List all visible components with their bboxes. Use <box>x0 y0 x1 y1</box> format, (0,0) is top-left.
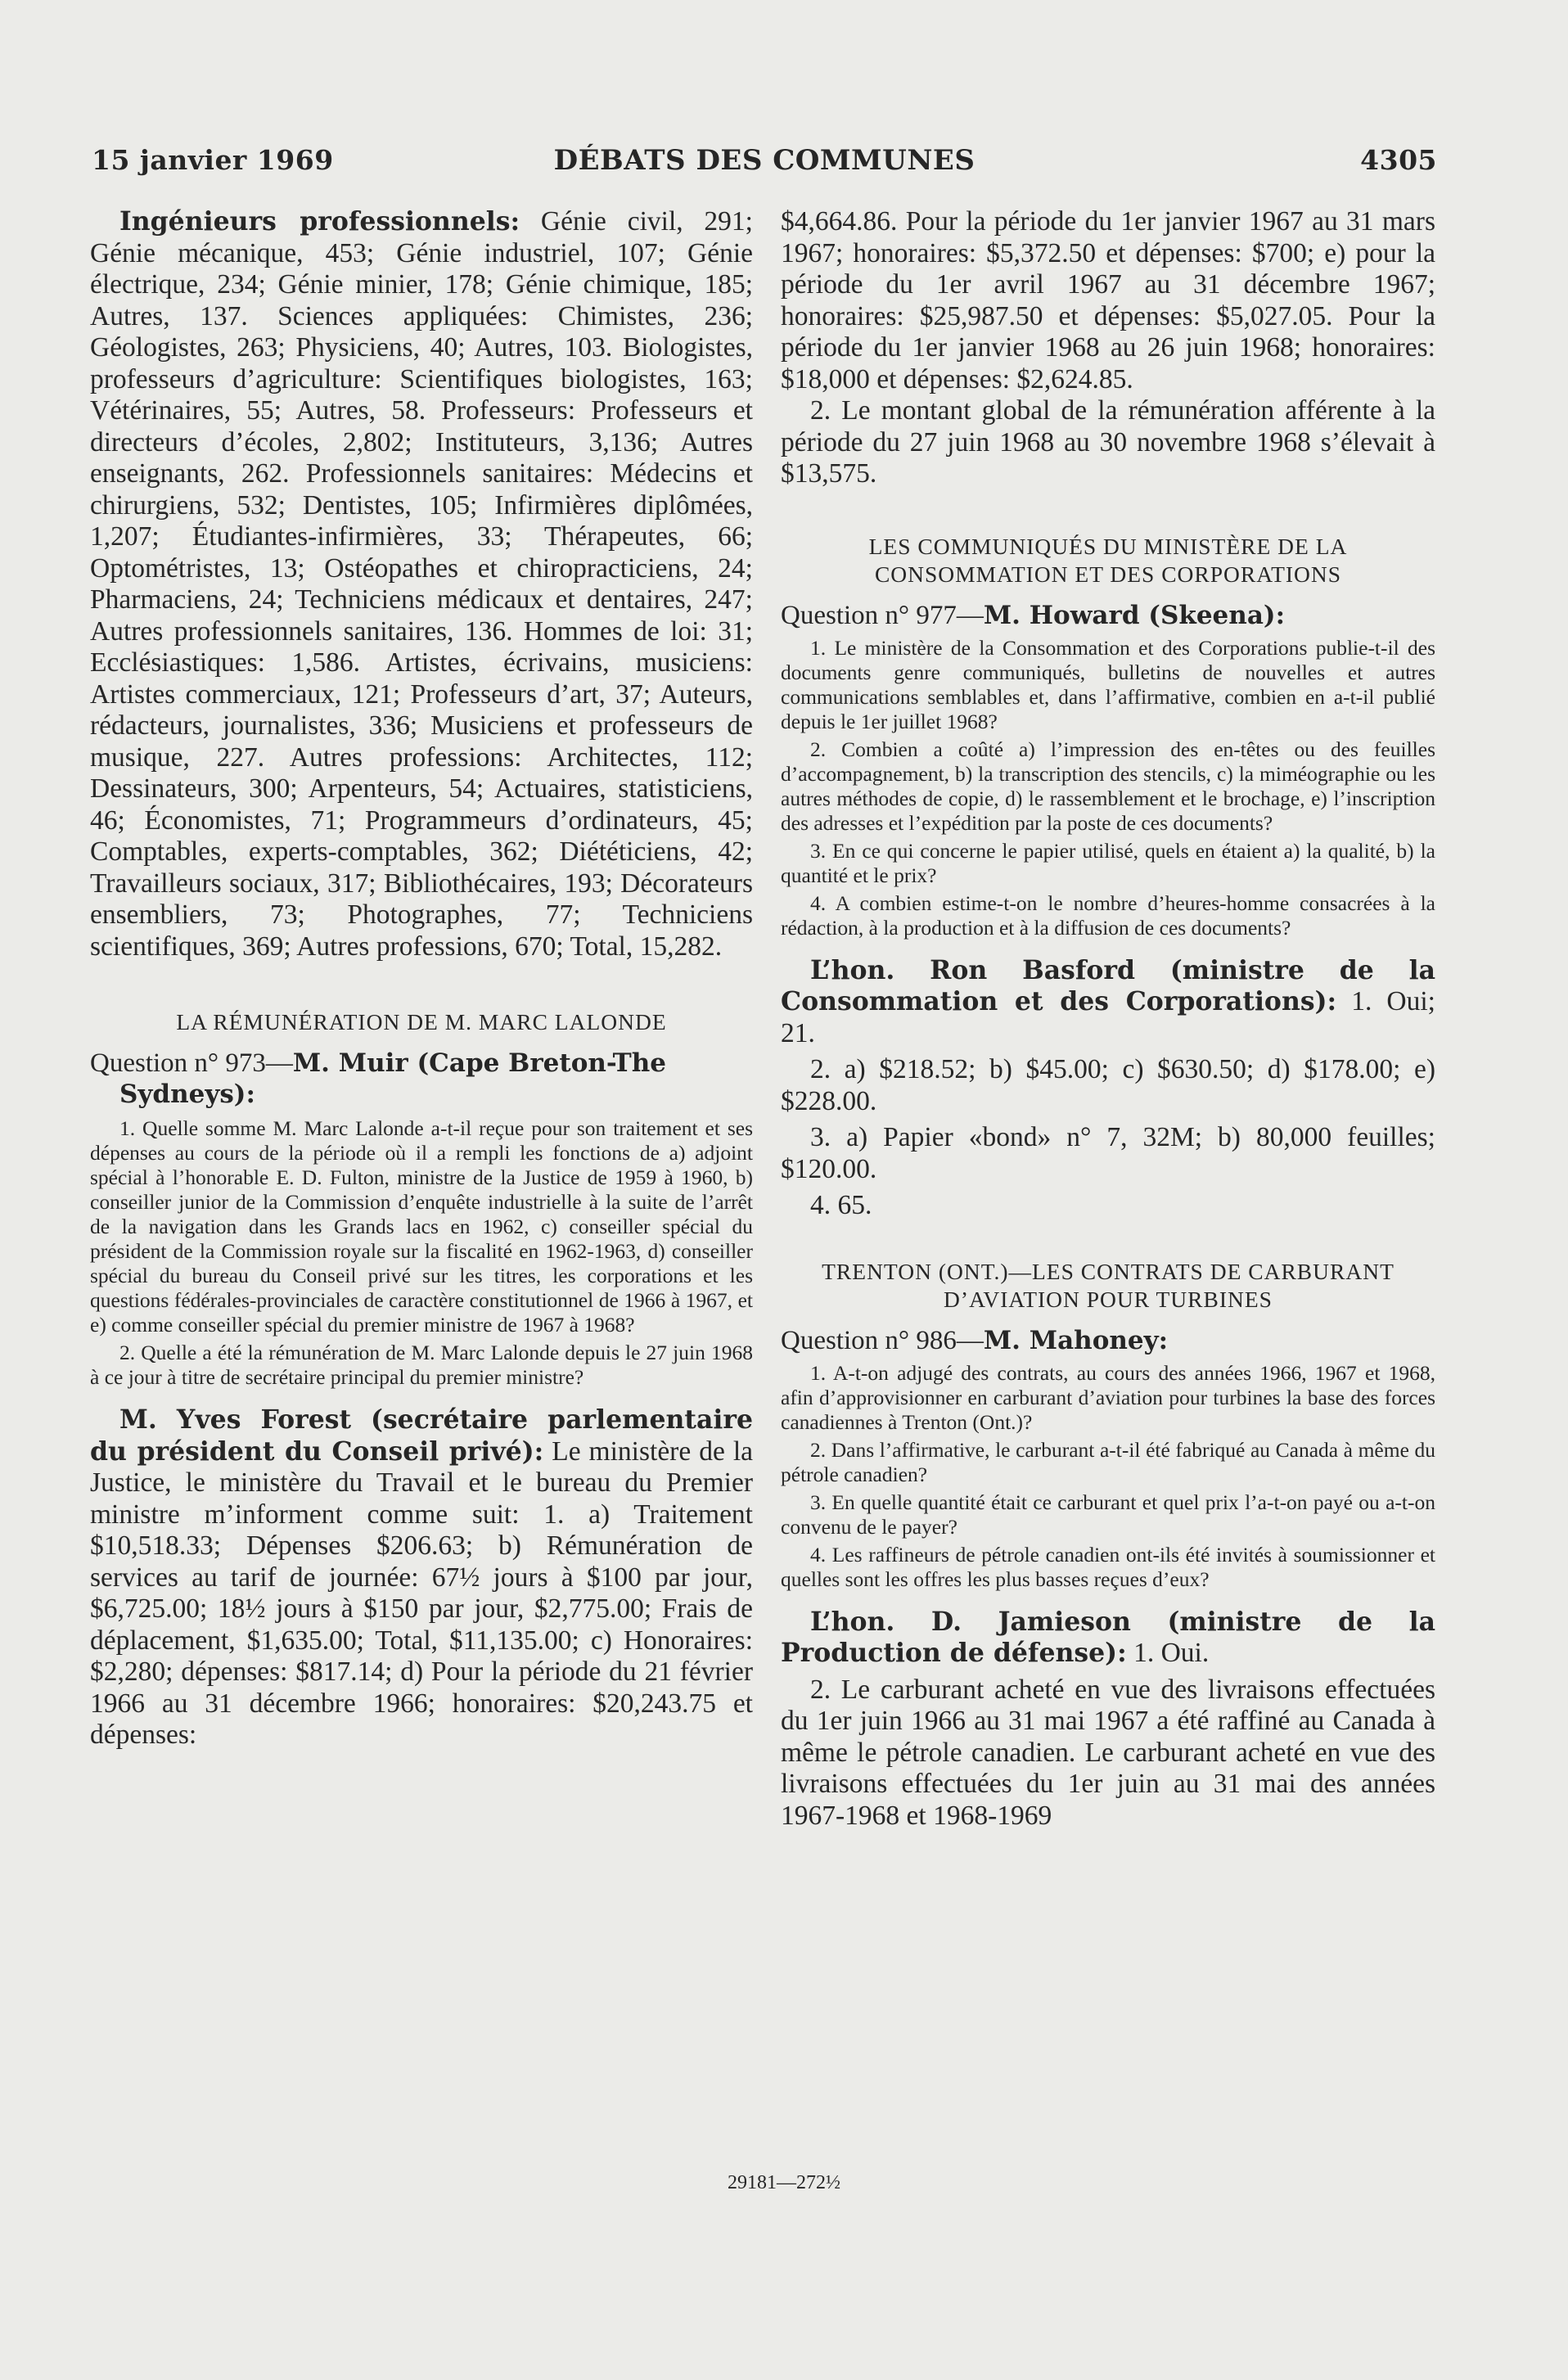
professions-paragraph <box>90 206 753 962</box>
section-heading-lalonde: LA RÉMUNÉRATION DE M. MARC LALONDE <box>176 1009 667 1034</box>
question-973 <box>90 1048 753 1110</box>
question-986-item-3: 3. En quelle quantité était ce carburant et quel prix l’a-t-on payé ou a-t-on convenu de le payer? <box>781 1490 1435 1539</box>
right-column <box>781 206 1435 1832</box>
answer-basford-item-3: 3. a) Papier «bond» n° 7, 32M; b) 80,000 feuilles; $120.00. <box>781 1122 1435 1184</box>
footer-code: 29181—272½ <box>728 2172 840 2193</box>
header-page-number: 4305 <box>1360 144 1437 176</box>
question-973-item-1: 1. Quelle somme M. Marc Lalonde a-t-il reçue pour son traitement et ses dépenses au cours de la période où il a rempli les fonctions de a) adjoint spécial à l’honorable E. D. Fulton, ministre de la Justice de 1959 à 1960, b) conseiller junior de la Commission d’enquête industrielle à la suite de l’arrêt de la navigation dans les Grands lacs en 1962, c) conseiller spécial du président de la Commission royale sur la fiscalité en 1962-1963, d) conseiller spécial du bureau du Conseil privé sur les titres, les corporations et les questions fédérales-provinciales de caractère constitutionnel de 1966 à 1967, et e) comme conseiller spécial du premier ministre de 1967 à 1968? <box>90 1116 753 1336</box>
answer-jamieson-text: 1. Oui. <box>1126 1638 1210 1668</box>
section-heading-trenton: TRENTON (ONT.)—LES CONTRATS DE CARBURANT D’AVIATION POUR TURBINES <box>822 1258 1395 1312</box>
answer-basford <box>781 955 1435 1050</box>
answer-basford-item-4: 4. 65. <box>810 1190 872 1220</box>
answer-forest-continued: $4,664.86. Pour la période du 1er janvier 1967 au 31 mars 1967; honoraires: $5,372.50 et dépenses: $700; e) pour la période du 1er avril 1967 au 31 décembre 1967; honoraires: $25,987.50 et dépenses: $5,027.05. Pour la période du 1er janvier 1968 au 26 juin 1968; honoraires: $18,000 et dépenses: $2,624.85. <box>781 206 1435 394</box>
answer-forest-speaker: M. Yves Forest (secrétaire parlementaire du président du Conseil privé): <box>90 1404 753 1467</box>
question-973-label: Question n° 973— <box>90 1048 293 1078</box>
answer-basford-speaker: L’hon. Ron Basford (ministre de la Consommation et des Corporations): <box>781 954 1435 1016</box>
answer-forest-text: Le ministère de la Justice, le ministère du Travail et le bureau du Premier ministre m’informent comme suit: 1. a) Traitement $10,518.33; Dépenses $206.63; b) Rémunération de services au tarif de journée: 67½ jours à $100 par jour, $6,725.00; 18½ jours à $150 par jour, $2,775.00; Frais de déplacement, $1,635.00; Total, $11,135.00; c) Honoraires: $2,280; dépenses: $817.14; d) Pour la période du 21 février 1966 au 31 décembre 1966; honoraires: $20,243.75 et dépenses: <box>90 1436 753 1750</box>
answer-jamieson-item-2: 2. Le carburant acheté en vue des livraisons effectuées du 1er juin 1966 au 31 mai 1967 a été raffiné au Canada à même le pétrole canadien. Le carburant acheté en vue des livraisons effectuées du 1er juin au 31 mai des années 1967-1968 et 1968-1969 <box>781 1674 1435 1831</box>
question-986 <box>781 1325 1435 1356</box>
answer-forest-item-2: 2. Le montant global de la rémunération afférente à la période du 27 juin 1968 au 30 novembre 1968 s’élevait à $13,575. <box>781 395 1435 489</box>
question-977-label: Question n° 977— <box>781 600 984 630</box>
answer-jamieson <box>781 1607 1435 1670</box>
question-977-item-2: 2. Combien a coûté a) l’impression des en-têtes ou des feuilles d’accompagnement, b) la transcription des stencils, c) la miméographie ou les autres méthodes de copie, d) le rassemblement et le brochage, e) l’inscription des adresses et l’expédition par la poste de ces documents? <box>781 737 1435 835</box>
answer-basford-item-2: 2. a) $218.52; b) $45.00; c) $630.50; d) $178.00; e) $228.00. <box>781 1054 1435 1116</box>
section-heading-communiques: LES COMMUNIQUÉS DU MINISTÈRE DE LA CONSOMMATION ET DES CORPORATIONS <box>868 533 1348 587</box>
running-head <box>92 144 1437 185</box>
question-977-item-1: 1. Le ministère de la Consommation et des Corporations publie-t-il des documents genre communiqués, bulletins de nouvelles et autres communications semblables et, dans l’affirmative, combien en a-t-il publié depuis le 1er juillet 1968? <box>781 635 1435 733</box>
question-977-item-4: 4. A combien estime-t-on le nombre d’heures-homme consacrées à la rédaction, à la production et à la diffusion de ces documents? <box>781 890 1435 940</box>
answer-jamieson-speaker: L’hon. D. Jamieson (ministre de la Production de défense): <box>781 1606 1435 1668</box>
answer-basford-text: 1. Oui; 21. <box>781 986 1435 1048</box>
left-column <box>90 206 753 1751</box>
question-986-item-4: 4. Les raffineurs de pétrole canadien ont-ils été invités à soumissionner et quelles sont les offres les plus basses reçues d’eux? <box>781 1542 1435 1591</box>
question-977-member: M. Howard (Skeena): <box>983 600 1286 630</box>
question-986-label: Question n° 986— <box>781 1325 984 1355</box>
question-986-item-1: 1. A-t-on adjugé des contrats, au cours des années 1966, 1967 et 1968, afin d’approvisionner en carburant d’aviation pour turbines la base des forces canadiennes à Trenton (Ont.)? <box>781 1360 1435 1434</box>
question-986-member: M. Mahoney: <box>983 1325 1169 1355</box>
question-973-item-2: 2. Quelle a été la rémunération de M. Marc Lalonde depuis le 27 juin 1968 à ce jour à titre de secrétaire principal du premier ministre? <box>90 1341 753 1389</box>
header-date: 15 janvier 1969 <box>92 144 334 176</box>
question-986-item-2: 2. Dans l’affirmative, le carburant a-t-il été fabriqué au Canada à même du pétrole canadien? <box>781 1437 1435 1486</box>
question-977-item-3: 3. En ce qui concerne le papier utilisé, quels en étaient a) la qualité, b) la quantité et le prix? <box>781 838 1435 887</box>
professions-lead: Ingénieurs professionnels: <box>119 206 520 237</box>
professions-text: Génie civil, 291; Génie mécanique, 453; Génie industriel, 107; Génie électrique, 234; Génie minier, 178; Génie chimique, 185; Autres, 137. Sciences appliquées: Chimistes, 236; Géologistes, 263; Physiciens, 40; Autres, 103. Biologistes, professeurs d’agriculture: Scientifiques biologistes, 163; Vétérinaires, 55; Autres, 58. Professeurs: Professeurs et directeurs d’écoles, 2,802; Instituteurs, 3,136; Autres enseignants, 262. Professionnels sanitaires: Médecins et chirurgiens, 532; Dentistes, 105; Infirmières diplômées, 1,207; Étudiantes-infirmières, 33; Thérapeutes, 66; Optométristes, 13; Ostéopathes et chiropracticiens, 24; Pharmaciens, 24; Techniciens médicaux et dentaires, 247; Autres professionnels sanitaires, 136. Hommes de loi: 31; Ecclésiastiques: 1,586. Artistes, écrivains, musiciens: Artistes commerciaux, 121; Professeurs d’art, 37; Auteurs, rédacteurs, journalistes, 336; Musiciens et professeurs de musique, 227. Autres professions: Architectes, 112; Dessinateurs, 300; Arpenteurs, 54; Actuaires, statisticiens, 46; Économistes, 71; Programmeurs d’ordinateurs, 45; Comptables, experts-comptables, 362; Diététiciens, 42; Travailleurs sociaux, 317; Bibliothécaires, 193; Décorateurs ensembliers, 73; Photographes, 77; Techniciens scientifiques, 369; Autres professions, 670; Total, 15,282. <box>90 206 753 962</box>
header-title: DÉBATS DES COMMUNES <box>553 144 975 177</box>
question-973-member: M. Muir (Cape Breton-The Sydneys): <box>119 1048 666 1109</box>
question-977 <box>781 600 1435 631</box>
answer-forest <box>90 1404 753 1751</box>
